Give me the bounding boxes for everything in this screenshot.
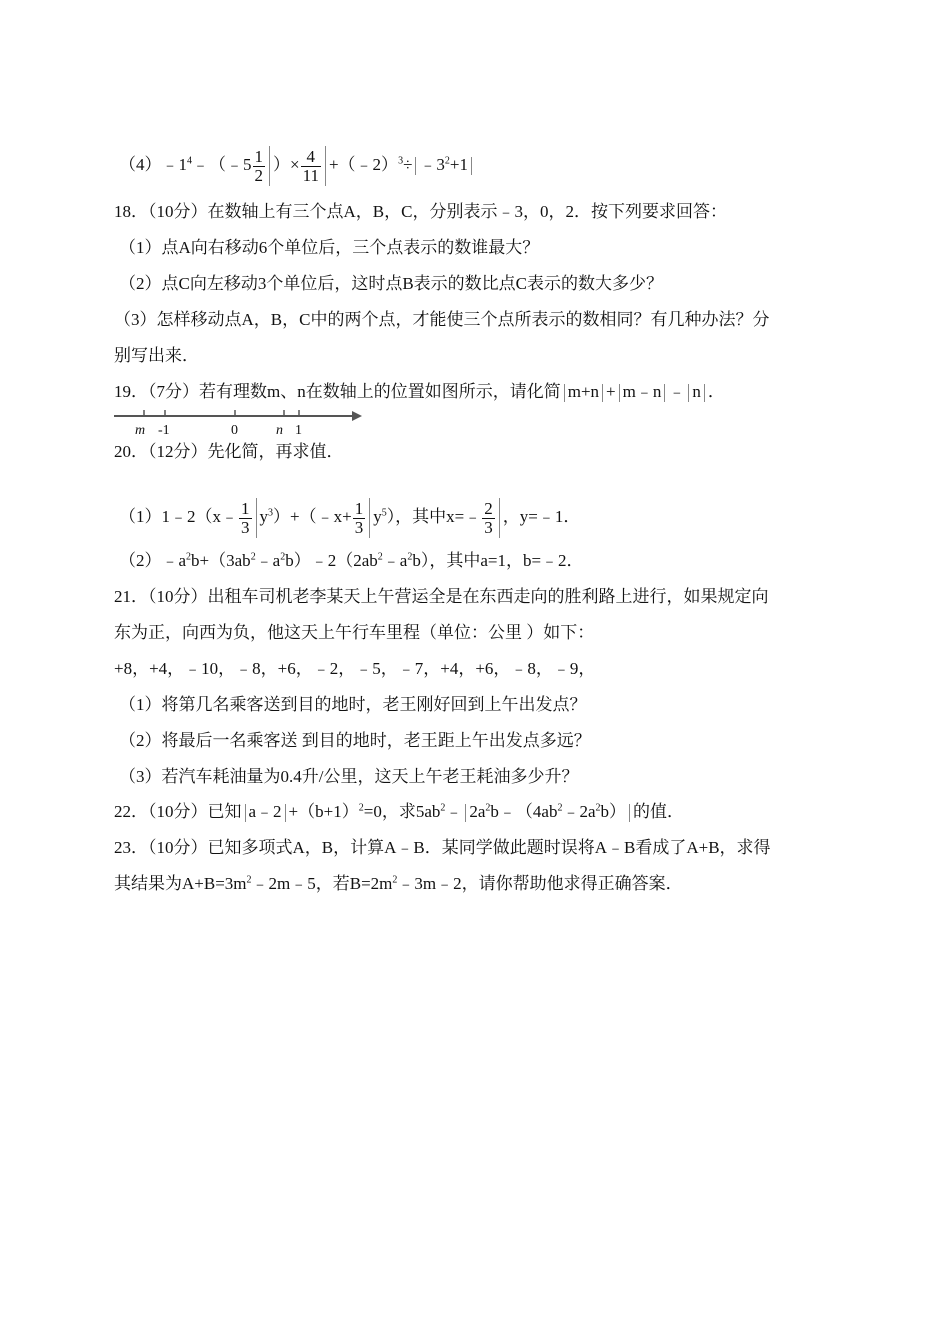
q18-sub2: （2）点C向左移动3个单位后，这时点B表示的数比点C表示的数大多少？ [119,274,664,293]
abs-bar [369,498,370,538]
axis-label-minus-one: -1 [158,423,170,437]
q18-sub3-line1: （3）怎样移动点A，B，C中的两个点，才能使三个点所表示的数相同？有几种办法？分 [114,310,770,329]
abs-bar [704,384,705,402]
abs-bar [619,384,620,402]
q23-line1: 23．（10分）已知多项式A，B，计算A﹣B．某同学做此题时误将A﹣B看成了A+B，求得 [114,838,771,857]
fraction-one-third: $\frac{1}{3}$ [354,498,364,537]
q20-sub1: （1）1﹣2（x﹣ $\frac{1}{3}$ $y^3)+(﹣x+$ $\frac{1}{3}$ $y^5$），其中x=﹣ $\frac{2}{3}$ ，y=﹣1． [119,498,581,537]
axis-label-one: 1 [295,423,302,437]
q18-sub1: （1）点A向右移动6个单位后，三个点表示的数谁最大？ [119,238,540,257]
axis-label-zero: 0 [231,423,238,437]
fraction-four-elevenths: $\frac{4}{11}$ [302,146,319,185]
abs-bar [465,804,466,822]
fraction-two-thirds: $\frac{2}{3}$ [484,498,493,537]
abs-bar [629,804,630,822]
number-line-figure [112,407,372,437]
axis-label-m: m [135,423,146,437]
abs-bar [269,146,270,186]
q23-line2: 其结果为$A+B=3m^2﹣2m﹣5$，若$B=2m^2﹣3m﹣2$，请你帮助他求得正确答案． [114,874,683,893]
abs-bar [256,498,257,538]
number-line-arrow [352,411,362,421]
q21-sub1: （1）将第几名乘客送到目的地时，老王刚好回到上午出发点？ [119,695,587,714]
abs-bar [285,804,286,822]
q17-part4: $(4)﹣1^4﹣(﹣5$ $\frac{1}{2}$ ）× $\frac{4}{11}$ +（﹣2）$^3$÷ $﹣3^2+1$ [119,146,840,186]
q19-heading: 19．（7分）若有理数m、n在数轴上的位置如图所示，请化简 m+n + m﹣n ﹣ n ． [114,382,725,401]
abs-bar [499,498,500,538]
axis-label-n: n [276,423,283,437]
q22: 22．（10分）已知 a﹣2 $+(b+1)^2=0$，求$5ab^2﹣$ $2a^2b﹣(4ab^2﹣2a^2b)$ 的值． [114,802,685,821]
q21-heading-line1: 21．（10分）出租车司机老李某天上午营运全是在东西走向的胜利路上进行，如果规定向 [114,587,769,606]
q18-heading: 18．（10分）在数轴上有三个点A，B，C，分别表示﹣3，0，2．按下列要求回答： [114,202,727,221]
q21-sub2: （2）将最后一名乘客送 到目的地时，老王距上午出发点多远？ [119,731,591,750]
q21-sub3: （3）若汽车耗油量为0.4升/公里，这天上午老王耗油多少升？ [119,767,579,786]
abs-bar [325,146,326,186]
abs-bar [602,384,603,402]
q21-heading-line2: 东为正，向西为负，他这天上午行车里程（单位：公里 ）如下： [114,623,595,642]
abs-bar [664,384,665,402]
q21-data: +8，+4，﹣10，﹣8，+6，﹣2，﹣5，﹣7，+4，+6，﹣8，﹣9， [114,659,596,678]
fraction-one-half: $\frac{1}{2}$ [254,146,263,185]
abs-bar [245,804,246,822]
abs-bar [415,157,416,175]
q20-heading: 20．（12分）先化简，再求值． [114,442,344,461]
abs-bar [688,384,689,402]
q20-sub2: $(2)﹣a^2b+(3ab^2﹣a^2b)﹣2(2ab^2﹣a^2b)$，其中a=1，b=﹣2． [119,551,584,570]
q18-sub3-line2: 别写出来． [114,346,199,365]
fraction-one-third: $\frac{1}{3}$ [241,498,250,537]
abs-bar [471,157,472,175]
abs-bar [564,384,565,402]
